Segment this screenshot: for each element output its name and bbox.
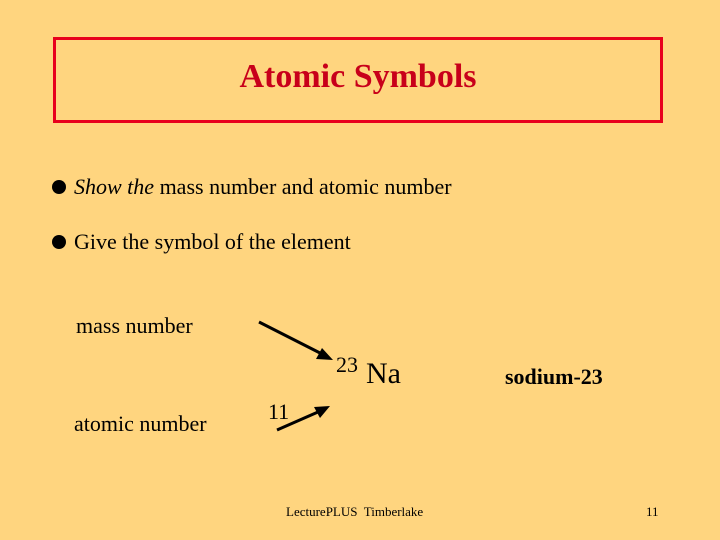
bullet-2-text: Give the symbol of the element xyxy=(74,229,351,254)
atomic-number-value: 11 xyxy=(268,399,290,424)
element-symbol: Na xyxy=(366,357,401,390)
slide-title: Atomic Symbols xyxy=(239,58,477,95)
bullet-1-text: mass number and atomic number xyxy=(154,174,452,199)
isotope-name: sodium-23 xyxy=(505,364,603,389)
bullet-1-italic: Show the xyxy=(74,174,155,199)
page-number: 11 xyxy=(646,504,659,519)
atomic-number-label: atomic number xyxy=(74,411,207,436)
mass-number-label: mass number xyxy=(76,313,193,338)
mass-arrow-icon xyxy=(259,322,333,360)
mass-number-value: 23 xyxy=(336,352,358,377)
footer-credit: LecturePLUS Timberlake xyxy=(286,504,424,519)
